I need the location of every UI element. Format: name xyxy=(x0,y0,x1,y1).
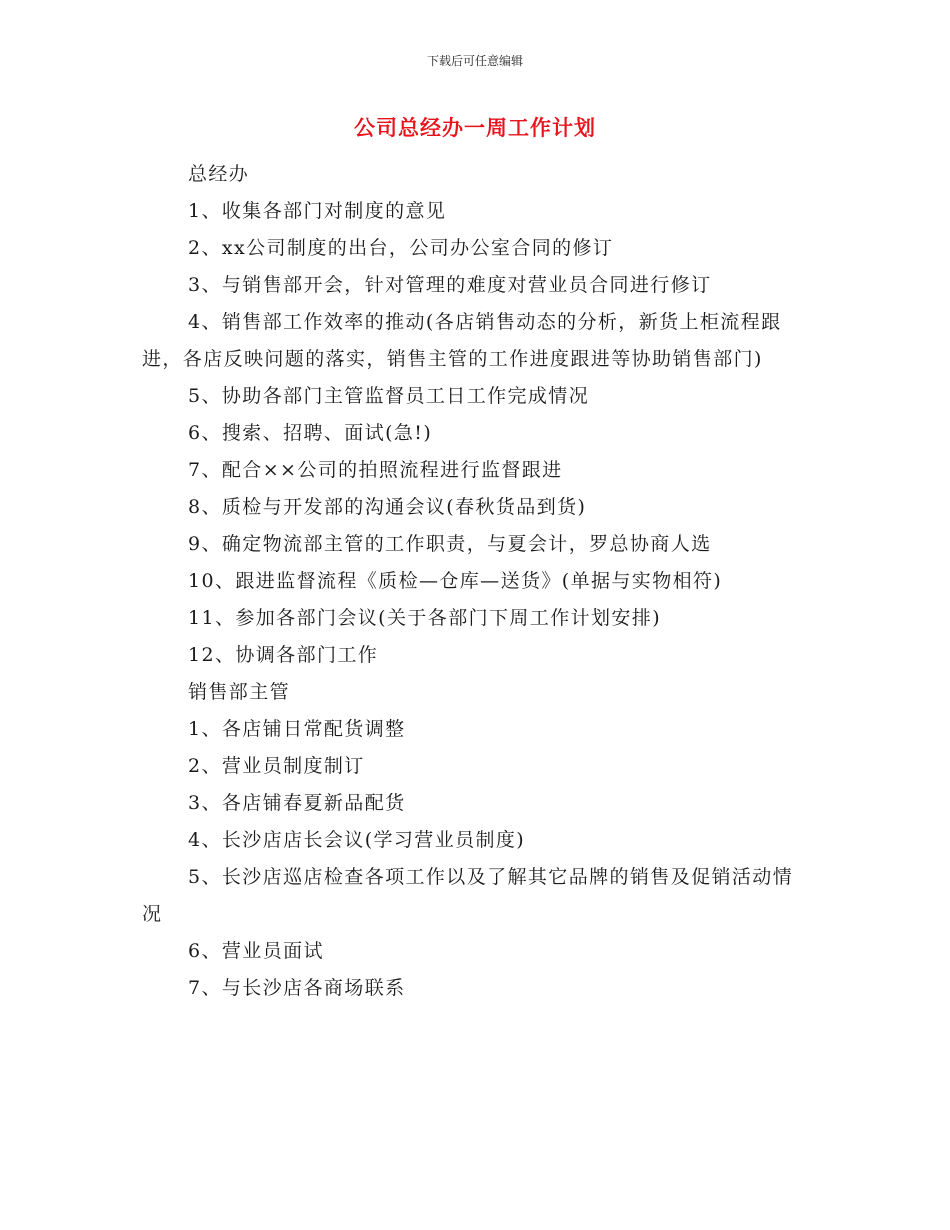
list-item: 2、xx公司制度的出台，公司办公室合同的修订 xyxy=(188,237,614,259)
document-body xyxy=(142,156,810,1007)
document-title: 公司总经办一周工作计划 xyxy=(354,116,596,140)
list-item: 4、长沙店店长会议(学习营业员制度) xyxy=(188,829,526,851)
list-item: 11、参加各部门会议(关于各部门下周工作计划安排) xyxy=(188,607,662,629)
list-item: 8、质检与开发部的沟通会议(春秋货品到货) xyxy=(188,496,587,518)
list-item: 7、配合××公司的拍照流程进行监督跟进 xyxy=(188,459,563,481)
list-item: 3、与销售部开会，针对管理的难度对营业员合同进行修订 xyxy=(188,274,712,296)
list-item: 5、协助各部门主管监督员工日工作完成情况 xyxy=(188,385,590,407)
list-item: 3、各店铺春夏新品配货 xyxy=(188,792,406,814)
page-header-note: 下载后可任意编辑 xyxy=(426,54,523,68)
list-item: 5、长沙店巡店检查各项工作以及了解其它品牌的销售及促销活动情况 xyxy=(142,866,794,925)
list-item: 7、与长沙店各商场联系 xyxy=(188,977,406,999)
list-item: 12、协调各部门工作 xyxy=(188,644,379,666)
list-item: 1、各店铺日常配货调整 xyxy=(188,718,406,740)
list-item: 6、营业员面试 xyxy=(188,940,324,962)
list-item: 2、营业员制度制订 xyxy=(188,755,365,777)
list-item: 10、跟进监督流程《质检—仓库—送货》(单据与实物相符) xyxy=(188,570,723,592)
section-heading-general-office: 总经办 xyxy=(188,163,250,185)
section-heading-sales-supervisor: 销售部主管 xyxy=(188,681,291,703)
list-item: 6、搜索、招聘、面试(急!) xyxy=(188,422,433,444)
list-item: 4、销售部工作效率的推动(各店销售动态的分析，新货上柜流程跟进，各店反映问题的落实，销售主管的工作进度跟进等协助销售部门) xyxy=(142,311,782,370)
list-item: 9、确定物流部主管的工作职责，与夏会计，罗总协商人选 xyxy=(188,533,712,555)
list-item: 1、收集各部门对制度的意见 xyxy=(188,200,447,222)
